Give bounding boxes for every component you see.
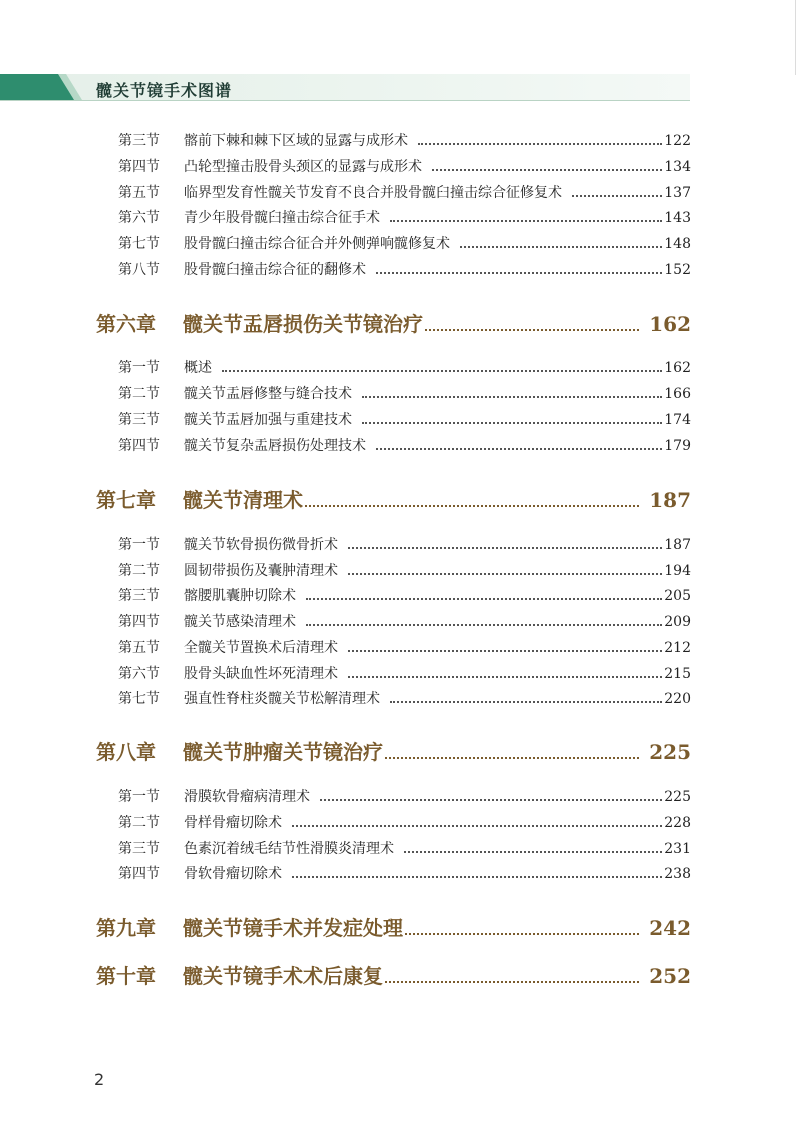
page-ref: 122 [664, 133, 691, 149]
chapter-title: 髋关节肿瘤关节镜治疗 [183, 740, 383, 764]
toc-entry-chapter[interactable] [96, 309, 691, 339]
dot-leader [405, 932, 639, 935]
dot-leader [362, 421, 662, 424]
section-number: 第三节 [118, 588, 160, 604]
section-title: 滑膜软骨瘤病清理术 [184, 789, 310, 805]
dot-leader [348, 649, 662, 652]
section-number: 第四节 [118, 866, 160, 882]
toc-entry-section[interactable] [118, 260, 691, 280]
page-ref: 220 [664, 691, 691, 707]
toc-entry-section[interactable] [118, 208, 691, 228]
page-ref: 225 [649, 740, 691, 764]
section-number: 第四节 [118, 159, 160, 175]
toc-entry-section[interactable] [118, 358, 691, 378]
dot-leader [222, 369, 662, 372]
toc-entry-section[interactable] [118, 535, 691, 555]
page-ref: 242 [649, 916, 691, 940]
section-title: 股骨髋臼撞击综合征的翻修术 [184, 262, 366, 278]
section-title: 骨软骨瘤切除术 [184, 866, 282, 882]
page-ref: 194 [664, 563, 691, 579]
toc-entry-section[interactable] [118, 157, 691, 177]
dot-leader [572, 194, 662, 197]
dot-leader [418, 142, 662, 145]
page-ref: 137 [664, 185, 691, 201]
page-ref: 252 [649, 964, 691, 988]
section-number: 第四节 [118, 614, 160, 630]
section-title: 圆韧带损伤及囊肿清理术 [184, 563, 338, 579]
toc-entry-section[interactable] [118, 638, 691, 658]
section-number: 第二节 [118, 386, 160, 402]
dot-leader [385, 980, 639, 983]
section-number: 第七节 [118, 236, 160, 252]
section-number: 第三节 [118, 841, 160, 857]
page-ref: 179 [664, 438, 691, 454]
section-number: 第二节 [118, 563, 160, 579]
chapter-number: 第八章 [96, 740, 156, 764]
dot-leader [385, 756, 639, 759]
toc-entry-chapter[interactable] [96, 485, 691, 515]
page-ref: 143 [664, 210, 691, 226]
section-number: 第三节 [118, 412, 160, 428]
section-number: 第六节 [118, 666, 160, 682]
page-number: 2 [94, 1070, 105, 1089]
dot-leader [320, 798, 662, 801]
dot-leader [376, 447, 662, 450]
toc-entry-section[interactable] [118, 436, 691, 456]
toc-entry-section[interactable] [118, 689, 691, 709]
page-ref: 238 [664, 866, 691, 882]
dot-leader [362, 395, 662, 398]
book-title: 髋关节镜手术图谱 [96, 81, 233, 100]
page-ref: 148 [664, 236, 691, 252]
toc-entry-section[interactable] [118, 384, 691, 404]
section-title: 骨样骨瘤切除术 [184, 815, 282, 831]
dot-leader [306, 597, 662, 600]
dot-leader [348, 546, 662, 549]
section-number: 第七节 [118, 691, 160, 707]
toc-entry-section[interactable] [118, 183, 691, 203]
toc-entry-section[interactable] [118, 586, 691, 606]
page-ref: 205 [664, 588, 691, 604]
section-number: 第六节 [118, 210, 160, 226]
dot-leader [306, 623, 662, 626]
dot-leader [348, 572, 662, 575]
section-number: 第四节 [118, 438, 160, 454]
chapter-number: 第七章 [96, 488, 156, 512]
section-title: 全髋关节置换术后清理术 [184, 640, 338, 656]
toc-entry-section[interactable] [118, 612, 691, 632]
toc-entry-section[interactable] [118, 131, 691, 151]
dot-leader [348, 675, 662, 678]
section-number: 第一节 [118, 537, 160, 553]
section-title: 髋关节盂唇修整与缝合技术 [184, 386, 352, 402]
section-title: 髋关节感染清理术 [184, 614, 296, 630]
section-title: 髋关节盂唇加强与重建技术 [184, 412, 352, 428]
section-title: 临界型发育性髋关节发育不良合并股骨髋臼撞击综合征修复术 [184, 185, 562, 201]
dot-leader [432, 168, 662, 171]
section-number: 第一节 [118, 360, 160, 376]
section-title: 股骨头缺血性坏死清理术 [184, 666, 338, 682]
dot-leader [425, 328, 639, 331]
chapter-title: 髋关节盂唇损伤关节镜治疗 [183, 312, 423, 336]
page-ref: 209 [664, 614, 691, 630]
dot-leader [390, 700, 662, 703]
dot-leader [390, 219, 662, 222]
dot-leader [460, 245, 662, 248]
dot-leader [404, 850, 662, 853]
page-ref: 215 [664, 666, 691, 682]
section-number: 第二节 [118, 815, 160, 831]
toc-entry-section[interactable] [118, 864, 691, 884]
toc-entry-section[interactable] [118, 410, 691, 430]
section-number: 第五节 [118, 185, 160, 201]
toc-entry-chapter[interactable] [96, 737, 691, 767]
toc-entry-section[interactable] [118, 664, 691, 684]
section-title: 股骨髋臼撞击综合征合并外侧弹响髋修复术 [184, 236, 450, 252]
section-title: 髂前下棘和棘下区域的显露与成形术 [184, 133, 408, 149]
page-ref: 162 [649, 312, 691, 336]
chapter-number: 第十章 [96, 964, 156, 988]
page-ref: 187 [649, 488, 691, 512]
chapter-number: 第九章 [96, 916, 156, 940]
chapter-title: 髋关节镜手术术后康复 [183, 964, 383, 988]
page-ref: 212 [664, 640, 691, 656]
dot-leader [305, 504, 639, 507]
dot-leader [292, 824, 662, 827]
section-number: 第三节 [118, 133, 160, 149]
toc-entry-chapter[interactable] [96, 961, 691, 991]
page-ref: 225 [664, 789, 691, 805]
page-ref: 162 [664, 360, 691, 376]
section-title: 概述 [184, 360, 212, 376]
page-ref: 174 [664, 412, 691, 428]
toc-entry-chapter[interactable] [96, 913, 691, 943]
page-ref: 231 [664, 841, 691, 857]
chapter-title: 髋关节镜手术并发症处理 [183, 916, 403, 940]
toc-entry-section[interactable] [118, 813, 691, 833]
page-ref: 228 [664, 815, 691, 831]
section-title: 髋关节复杂盂唇损伤处理技术 [184, 438, 366, 454]
toc-entry-section[interactable] [118, 839, 691, 859]
page-ref: 152 [664, 262, 691, 278]
toc-entry-section[interactable] [118, 787, 691, 807]
toc-entry-section[interactable] [118, 561, 691, 581]
section-title: 色素沉着绒毛结节性滑膜炎清理术 [184, 841, 394, 857]
section-number: 第五节 [118, 640, 160, 656]
section-number: 第一节 [118, 789, 160, 805]
page-ref: 166 [664, 386, 691, 402]
section-title: 青少年股骨髋臼撞击综合征手术 [184, 210, 380, 226]
section-title: 凸轮型撞击股骨头颈区的显露与成形术 [184, 159, 422, 175]
chapter-number: 第六章 [96, 312, 156, 336]
dot-leader [376, 271, 662, 274]
section-title: 髋关节软骨损伤微骨折术 [184, 537, 338, 553]
section-title: 强直性脊柱炎髋关节松解清理术 [184, 691, 380, 707]
page-ref: 187 [664, 537, 691, 553]
chapter-title: 髋关节清理术 [183, 488, 303, 512]
section-number: 第八节 [118, 262, 160, 278]
toc-entry-section[interactable] [118, 234, 691, 254]
dot-leader [292, 875, 662, 878]
page-ref: 134 [664, 159, 691, 175]
section-title: 髂腰肌囊肿切除术 [184, 588, 296, 604]
